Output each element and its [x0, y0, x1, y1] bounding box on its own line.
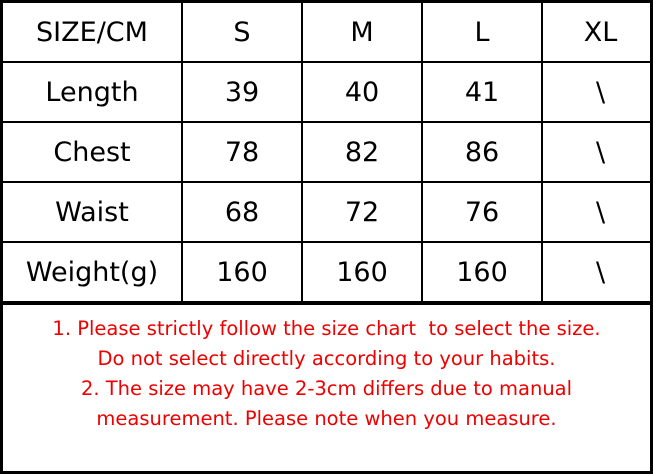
cell-length-xl: \: [542, 62, 653, 122]
cell-waist-s: 68: [182, 182, 302, 242]
row-label-chest: Chest: [3, 122, 182, 182]
header-cell-s: S: [182, 3, 302, 62]
cell-chest-s: 78: [182, 122, 302, 182]
size-chart-table: [3, 3, 653, 303]
cell-weight-l: 160: [422, 242, 542, 302]
note-line-3: 2. The size may have 2-3cm differs due to manual: [80, 377, 573, 400]
table-row: [3, 62, 653, 122]
table-row: [3, 182, 653, 242]
header-cell-xl: XL: [542, 3, 653, 62]
cell-weight-s: 160: [182, 242, 302, 302]
cell-length-m: 40: [302, 62, 422, 122]
table-header-row: [3, 3, 653, 62]
cell-length-s: 39: [182, 62, 302, 122]
cell-waist-l: 76: [422, 182, 542, 242]
header-cell-size: SIZE/CM: [3, 3, 182, 62]
cell-chest-m: 82: [302, 122, 422, 182]
cell-chest-l: 86: [422, 122, 542, 182]
row-label-weight: Weight(g): [3, 242, 182, 302]
note-line-4: measurement. Please note when you measure.: [96, 407, 557, 430]
cell-weight-xl: \: [542, 242, 653, 302]
cell-weight-m: 160: [302, 242, 422, 302]
cell-chest-xl: \: [542, 122, 653, 182]
notes-section: [3, 303, 650, 471]
table-row: [3, 122, 653, 182]
note-line-2: Do not select directly according to your habits.: [97, 347, 556, 370]
header-cell-m: M: [302, 3, 422, 62]
row-label-length: Length: [3, 62, 182, 122]
cell-waist-m: 72: [302, 182, 422, 242]
note-line-1: 1. Please strictly follow the size chart to select the size.: [52, 317, 601, 340]
cell-length-l: 41: [422, 62, 542, 122]
row-label-waist: Waist: [3, 182, 182, 242]
table-row: [3, 242, 653, 302]
header-cell-l: L: [422, 3, 542, 62]
cell-waist-xl: \: [542, 182, 653, 242]
